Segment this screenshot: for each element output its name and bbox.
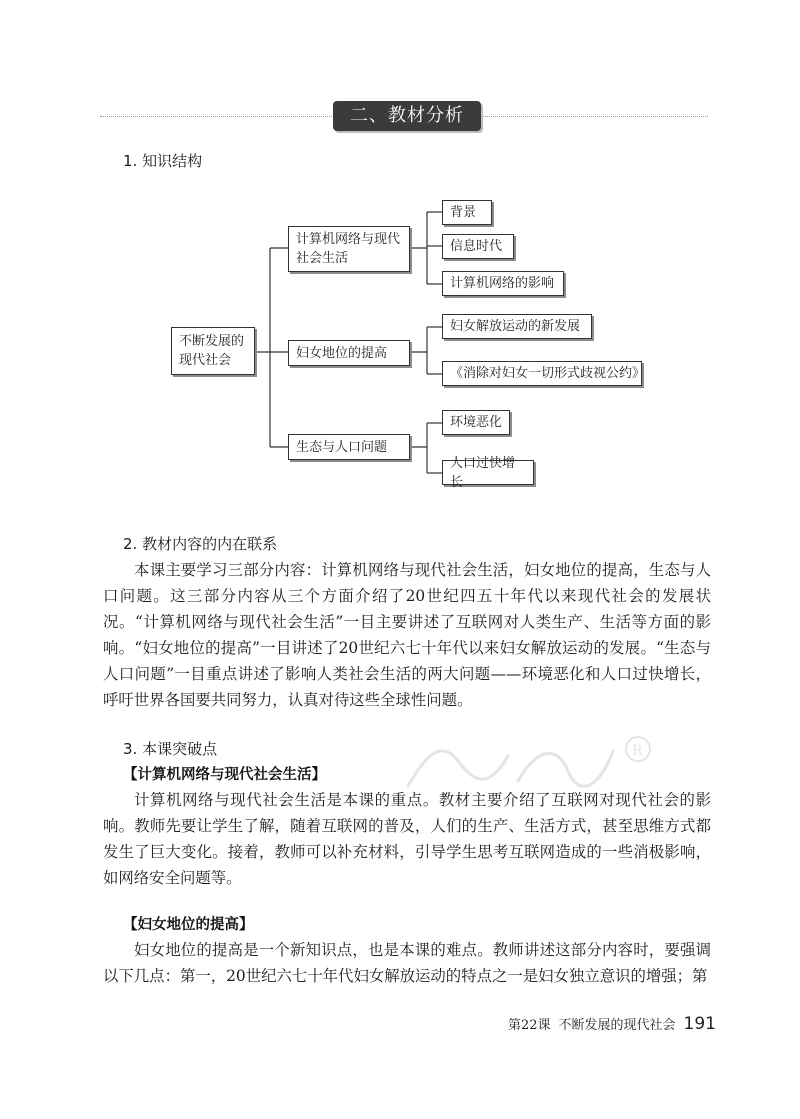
- node-leaf-label: 妇女解放运动的新发展: [450, 319, 581, 334]
- subheading-knowledge-structure: 1. 知识结构: [123, 152, 203, 170]
- footer-lesson-title: 不断发展的现代社会: [558, 1018, 676, 1033]
- node-leaf-womens-movement: [442, 314, 592, 339]
- node-leaf-population: [442, 455, 534, 490]
- heading-computer-network: 【计算机网络与现代社会生活】: [123, 767, 326, 783]
- node-branch-label: 计算机网络与现代 社会生活: [296, 232, 401, 266]
- node-branch-women-status: [288, 340, 410, 366]
- paragraph-computer-network: 计算机网络与现代社会生活是本课的重点。教材主要介绍了互联网对现代社会的影响。教师先要让学生了解，随着互联网的普及，人们的生产、生活方式，甚至思维方式都发生了巨大变化。接着，教师可以补充材料，引导学生思考互联网造成的一些消极影响，如网络安全问题等。: [103, 791, 711, 887]
- section-title-badge: 二、教材分析: [333, 101, 481, 131]
- subheading-breakthrough-points: 3. 本课突破点: [123, 740, 218, 758]
- paragraph-women-status: 妇女地位的提高是一个新知识点，也是本课的难点。教师讲述这部分内容时，要强调以下几点：第一，20世纪六七十年代妇女解放运动的特点之一是妇女独立意识的增强；第: [103, 941, 711, 985]
- node-branch-computer-network: [288, 226, 410, 272]
- node-leaf-network-impact: [442, 271, 564, 296]
- node-leaf-cedaw: [442, 361, 646, 386]
- node-root-label: 不断发展的 现代社会: [179, 334, 245, 368]
- node-leaf-environment: [442, 410, 510, 435]
- subheading-internal-links: 2. 教材内容的内在联系: [123, 535, 278, 553]
- node-leaf-label: 信息时代: [450, 239, 503, 254]
- node-branch-ecology-population: [288, 434, 410, 460]
- node-leaf-label: 背景: [450, 205, 477, 220]
- node-leaf-label: 计算机网络的影响: [450, 276, 555, 291]
- page-number: 191: [683, 1014, 716, 1034]
- page-footer: [508, 1014, 716, 1034]
- node-branch-label: 生态与人口问题: [296, 439, 388, 455]
- footer-lesson: 第22课: [507, 1018, 551, 1033]
- heading-women-status: 【妇女地位的提高】: [123, 917, 254, 933]
- node-root: [171, 327, 255, 375]
- node-leaf-label: 人口过快增长: [450, 455, 516, 490]
- node-leaf-background: [442, 200, 492, 225]
- node-leaf-label: 《消除对妇女一切形式歧视公约》: [450, 366, 646, 381]
- node-leaf-information-age: [442, 234, 514, 259]
- svg-text:R: R: [632, 743, 643, 759]
- node-branch-label: 妇女地位的提高: [296, 345, 388, 361]
- paragraph-internal-links: 本课主要学习三部分内容：计算机网络与现代社会生活，妇女地位的提高，生态与人口问题。这三部分内容从三个方面介绍了20世纪四五十年代以来现代社会的发展状况。“计算机网络与现代社会生活”一目主要讲述了互联网对人类生产、生活等方面的影响。“妇女地位的提高”一目讲述了20世纪六七十年代以来妇女解放运动的发展。“生态与人口问题”一目重点讲述了影响人类社会生活的两大问题——环境恶化和人口过快增长，呼吁世界各国要共同努力，认真对待这些全球性问题。: [103, 561, 711, 709]
- node-leaf-label: 环境恶化: [450, 415, 503, 430]
